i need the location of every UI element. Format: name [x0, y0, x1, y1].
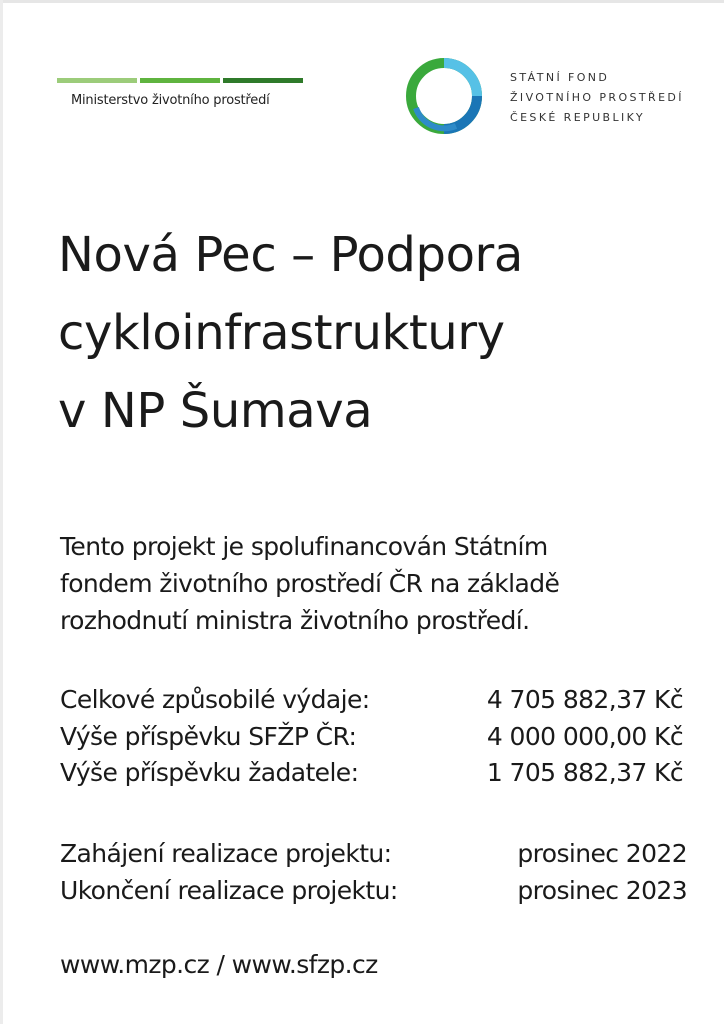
ministry-logo-bars: [57, 78, 303, 83]
budget-label: Výše příspěvku žadatele:: [60, 758, 359, 787]
title-line-2: cykloinfrastruktury: [58, 305, 505, 361]
timeline-table: [60, 836, 700, 909]
timeline-value: prosinec 2023: [517, 875, 687, 905]
page-title: [58, 216, 698, 450]
fund-logo-line-3: ČESKÉ REPUBLIKY: [510, 111, 646, 124]
intro-line-1: Tento projekt je spolufinancován Státním: [60, 532, 548, 561]
fund-logo-circle-icon: [404, 56, 484, 136]
scan-edge-left: [0, 0, 3, 1024]
fund-logo-line-1: STÁTNÍ FOND: [510, 71, 610, 84]
ministry-logo-text: Ministerstvo životního prostředí: [71, 93, 270, 108]
ministry-logo: [57, 78, 303, 108]
budget-value: 4 705 882,37 Kč: [486, 685, 683, 714]
timeline-row-start: [60, 836, 700, 873]
ministry-bar-dark: [223, 78, 303, 83]
budget-label: Celkové způsobilé výdaje:: [60, 685, 370, 714]
budget-label: Výše příspěvku SFŽP ČR:: [60, 721, 357, 751]
ministry-bar-light: [57, 78, 137, 83]
budget-row-sfzp: [60, 719, 700, 756]
intro-line-3: rozhodnutí ministra životního prostředí.: [60, 606, 530, 635]
timeline-row-end: [60, 873, 700, 910]
website-links: www.mzp.cz / www.sfzp.cz: [60, 950, 378, 979]
title-line-3: v NP Šumava: [58, 383, 373, 439]
timeline-label: Zahájení realizace projektu:: [60, 839, 392, 868]
budget-value: 1 705 882,37 Kč: [486, 758, 683, 787]
budget-table: [60, 682, 700, 792]
scan-edge-top: [0, 0, 724, 3]
title-line-1: Nová Pec – Podpora: [58, 227, 523, 283]
intro-line-2: fondem životního prostředí ČR na základě: [60, 569, 560, 598]
fund-logo-line-2: ŽIVOTNÍHO PROSTŘEDÍ: [510, 91, 684, 104]
ministry-bar-mid: [140, 78, 220, 83]
budget-value: 4 000 000,00 Kč: [486, 721, 683, 751]
intro-paragraph: [60, 528, 700, 639]
timeline-label: Ukončení realizace projektu:: [60, 875, 398, 905]
budget-row-applicant: [60, 755, 700, 792]
timeline-value: prosinec 2022: [517, 839, 687, 868]
budget-row-total: [60, 682, 700, 719]
fund-logo-text: [510, 68, 720, 128]
